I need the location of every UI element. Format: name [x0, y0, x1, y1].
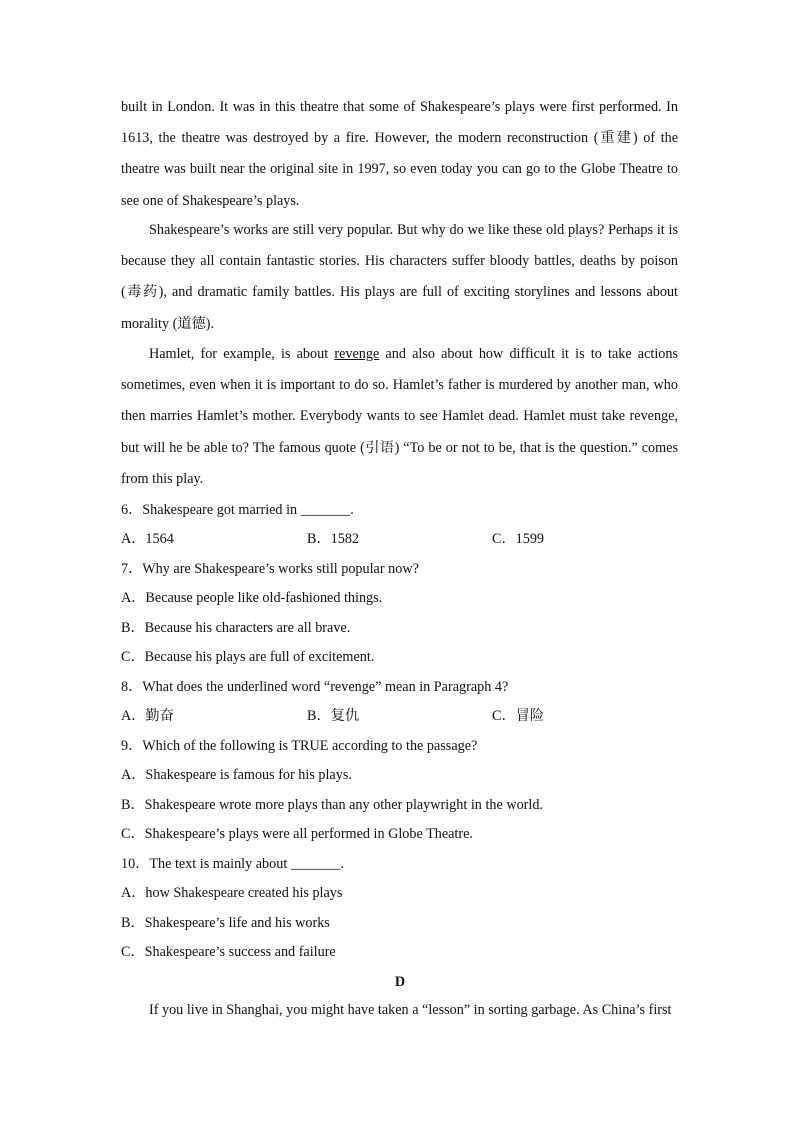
paragraph-3-text-after: and also about how difficult it is to take actions sometimes, even when it is important to do so. Hamlet’s father is murdered by another man, who then marries Hamlet’s mother. Everybody wants to see Hamlet dead. Hamlet must take revenge, but will he be able to? The famous quote (引语) “To be or not to be, that is the question.” comes from this play. — [121, 346, 678, 487]
question-6-option-c: C．1599 — [492, 531, 545, 547]
question-6-stem: 6．Shakespeare got married in _______. — [121, 502, 354, 518]
paragraph-3-text-before: Hamlet, for example, is about — [149, 346, 335, 362]
question-10-option-c: C．Shakespeare’s success and failure — [121, 944, 336, 960]
question-10-option-a: A．how Shakespeare created his plays — [121, 885, 343, 901]
question-7-option-c: C．Because his plays are full of excitement. — [121, 649, 375, 665]
question-8-option-a: A．勤奋 — [121, 708, 174, 724]
question-8-option-c: C．冒险 — [492, 708, 545, 724]
passage-d-paragraph-1: If you live in Shanghai, you might have taken a “lesson” in sorting garbage. As China’s first — [149, 1002, 672, 1018]
passage-c-paragraph-2: Shakespeare’s works are still very popular. But why do we like these old plays? Perhaps it is because they all contain fantastic stories. His characters suffer bloody battles, deaths by poison (毒药), and dramatic family battles. His plays are full of exciting storylines and lessons about morality (道德). — [121, 222, 678, 332]
question-9-option-b: B．Shakespeare wrote more plays than any other playwright in the world. — [121, 797, 543, 813]
section-d-heading: D — [394, 974, 406, 990]
question-9-option-a: A．Shakespeare is famous for his plays. — [121, 767, 352, 783]
question-8-stem: 8．What does the underlined word “revenge” mean in Paragraph 4? — [121, 679, 509, 695]
question-7-option-a: A．Because people like old-fashioned things. — [121, 590, 383, 606]
passage-c-paragraph-3 — [121, 339, 678, 495]
question-6-option-b: B．1582 — [307, 531, 360, 547]
question-8-option-b: B．复仇 — [307, 708, 360, 724]
question-7-option-b: B．Because his characters are all brave. — [121, 620, 351, 636]
question-7-stem: 7．Why are Shakespeare’s works still popular now? — [121, 561, 419, 577]
passage-c-paragraph-1: built in London. It was in this theatre that some of Shakespeare’s plays were first performed. In 1613, the theatre was destroyed by a fire. However, the modern reconstruction (重建) of the theatre was built near the original site in 1997, so even today you can go to the Globe Theatre to see one of Shakespeare’s plays. — [121, 99, 678, 209]
underlined-word-revenge: revenge — [334, 346, 380, 362]
question-9-option-c: C．Shakespeare’s plays were all performed in Globe Theatre. — [121, 826, 473, 842]
question-6-option-a: A．1564 — [121, 531, 174, 547]
question-10-stem: 10．The text is mainly about _______. — [121, 856, 345, 872]
question-9-stem: 9．Which of the following is TRUE according to the passage? — [121, 738, 478, 754]
question-10-option-b: B．Shakespeare’s life and his works — [121, 915, 330, 931]
